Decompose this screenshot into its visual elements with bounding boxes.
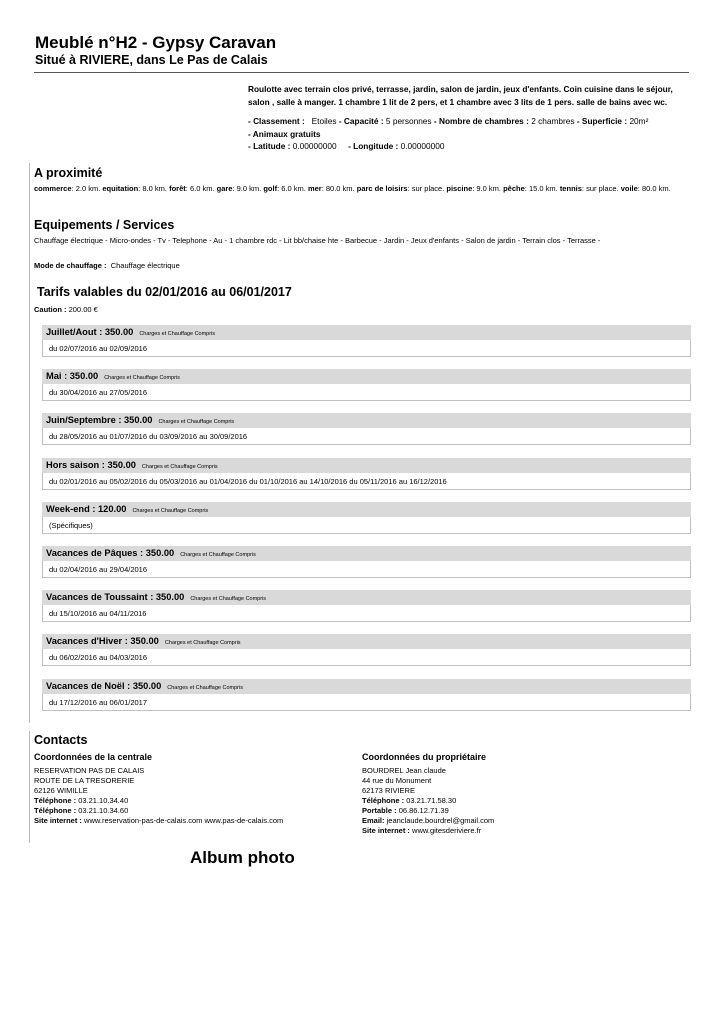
proprietaire-contact bbox=[362, 752, 494, 836]
rate-note: Charges et Chauffage Compris bbox=[158, 419, 235, 426]
capacite-value: 5 personnes bbox=[385, 116, 432, 126]
rate-header bbox=[42, 502, 691, 517]
proprietaire-email-line: Email: jeanclaude.bourdrel@gmail.com bbox=[362, 816, 495, 825]
rate-note: Charges et Chauffage Compris bbox=[139, 331, 216, 337]
superficie-label: - Superficie : bbox=[576, 116, 628, 126]
rate-note: Charges et Chauffage Compris bbox=[141, 463, 218, 470]
rate-header bbox=[42, 634, 691, 649]
caution-line bbox=[34, 305, 98, 315]
centrale-city: 62126 WIMILLE bbox=[34, 786, 88, 795]
rate-dates: (Spécifiques) bbox=[42, 517, 691, 534]
rate-block bbox=[42, 502, 691, 534]
rate-block bbox=[42, 325, 691, 357]
rate-title: Vacances d'Hiver : 350.00 bbox=[46, 636, 159, 647]
rate-block bbox=[42, 590, 691, 622]
proprietaire-portable[interactable]: 06.86.12.71.39 bbox=[398, 806, 449, 815]
latitude-label: - Latitude : bbox=[248, 141, 291, 151]
rate-header bbox=[42, 590, 691, 605]
proximite-item: mer: 80.0 km. bbox=[307, 184, 355, 193]
equipements-heading: Equipements / Services bbox=[34, 218, 175, 232]
chauffage-value: Chauffage électrique bbox=[110, 261, 180, 270]
rate-title: Vacances de Pâques : 350.00 bbox=[46, 548, 175, 558]
rate-title: Juin/Septembre : 350.00 bbox=[46, 415, 153, 426]
rate-note: Charges et Chauffage Compris bbox=[104, 375, 180, 382]
proximite-heading: A proximité bbox=[34, 166, 103, 180]
proprietaire-tel[interactable]: 03.21.71.58.30 bbox=[406, 796, 457, 805]
rate-block bbox=[42, 458, 691, 490]
proprietaire-site-link[interactable]: www.gitesderiviere.fr bbox=[412, 826, 482, 835]
proximite-item: commerce: 2.0 km. bbox=[34, 184, 101, 193]
chauffage-label: Mode de chauffage : bbox=[34, 261, 107, 270]
header-divider bbox=[34, 72, 689, 73]
chambres-label: - Nombre de chambres : bbox=[433, 116, 529, 126]
animaux-line: - Animaux gratuits bbox=[248, 128, 321, 139]
rate-block bbox=[42, 546, 691, 578]
centrale-site-line: Site internet : www.reservation-pas-de-calais.com www.pas-de-calais.com bbox=[34, 816, 284, 825]
proprietaire-name: BOURDREL Jean claude bbox=[362, 766, 446, 775]
rate-note: Charges et Chauffage Compris bbox=[180, 552, 256, 558]
rate-header bbox=[42, 546, 691, 561]
proprietaire-tel-line: Téléphone : 03.21.71.58.30 bbox=[362, 796, 457, 805]
centrale-address: ROUTE DE LA TRESORERIE bbox=[34, 776, 135, 785]
equipements-list: Chauffage électrique - Micro-ondes - Tv - Telephone - Au - 1 chambre rdc - Lit bb/chaise hte - Barbecue - Jardin - Jeux d'enfants - Salon de jardin - Terrain clos - Terrasse - bbox=[34, 236, 601, 245]
left-margin-rule bbox=[29, 163, 30, 723]
centrale-tel1-line: Téléphone : 03.21.10.34.40 bbox=[34, 796, 129, 805]
rate-note: Charges et Chauffage Compris bbox=[190, 596, 267, 603]
rate-header bbox=[42, 369, 691, 384]
rate-dates: du 28/05/2016 au 01/07/2016 du 03/09/2016 au 30/09/2016 bbox=[42, 428, 691, 445]
rate-dates: du 30/04/2016 au 27/05/2016 bbox=[42, 384, 691, 401]
rate-title: Vacances de Noël : 350.00 bbox=[46, 680, 162, 691]
rate-title: Vacances de Toussaint : 350.00 bbox=[46, 592, 185, 603]
rate-note: Charges et Chauffage Compris bbox=[132, 507, 209, 514]
caution-label: Caution : bbox=[34, 305, 67, 314]
page-title: Meublé n°H2 - Gypsy Caravan bbox=[35, 33, 277, 52]
proximite-item: gare: 9.0 km. bbox=[216, 184, 262, 193]
rate-block bbox=[42, 369, 691, 401]
longitude-label: - Longitude : bbox=[348, 141, 399, 151]
album-heading: Album photo bbox=[190, 848, 295, 867]
centrale-contact bbox=[34, 752, 283, 826]
page-subtitle: Situé à RIVIERE, dans Le Pas de Calais bbox=[35, 53, 268, 67]
rate-block bbox=[42, 634, 691, 666]
rate-dates: du 06/02/2016 au 04/03/2016 bbox=[42, 649, 691, 666]
contacts-heading: Contacts bbox=[34, 733, 88, 747]
proximite-item: piscine: 9.0 km. bbox=[446, 184, 501, 193]
rate-dates: du 02/04/2016 au 29/04/2016 bbox=[42, 561, 691, 578]
centrale-tel2[interactable]: 03.21.10.34.60 bbox=[78, 806, 129, 815]
proximite-item: parc de loisirs: sur place. bbox=[356, 184, 445, 193]
longitude-value: 0.00000000 bbox=[400, 141, 445, 151]
caution-value: 200.00 € bbox=[68, 305, 98, 314]
proximite-item: equitation: 8.0 km. bbox=[102, 184, 167, 193]
rate-title: Mai : 350.00 bbox=[46, 371, 99, 382]
proximite-item: pêche: 15.0 km. bbox=[503, 184, 558, 193]
rate-title: Juillet/Aout : 350.00 bbox=[46, 327, 134, 337]
rate-dates: du 02/07/2016 au 02/09/2016 bbox=[42, 340, 691, 357]
proprietaire-portable-line: Portable : 06.86.12.71.39 bbox=[362, 806, 449, 815]
rate-header bbox=[42, 679, 691, 694]
rate-dates: du 17/12/2016 au 06/01/2017 bbox=[42, 694, 691, 711]
proximite-item: tennis: sur place. bbox=[559, 184, 619, 193]
contacts-margin-rule bbox=[29, 731, 30, 843]
proprietaire-heading: Coordonnées du propriétaire bbox=[362, 752, 487, 762]
chambres-value: 2 chambres bbox=[531, 116, 575, 126]
rate-title: Hors saison : 350.00 bbox=[46, 459, 136, 470]
centrale-name: RESERVATION PAS DE CALAIS bbox=[34, 766, 145, 775]
capacite-label: - Capacité : bbox=[338, 116, 384, 126]
proprietaire-site-line: Site internet : www.gitesderiviere.fr bbox=[362, 826, 482, 835]
rate-title: Week-end : 120.00 bbox=[46, 503, 127, 514]
description-block bbox=[248, 83, 694, 153]
centrale-tel1[interactable]: 03.21.10.34.40 bbox=[78, 796, 129, 805]
centrale-heading: Coordonnées de la centrale bbox=[34, 752, 153, 762]
proprietaire-email-link[interactable]: jeanclaude.bourdrel@gmail.com bbox=[386, 816, 495, 825]
chauffage-line bbox=[34, 261, 180, 271]
proximite-item: voile: 80.0 km. bbox=[620, 184, 671, 193]
tarifs-heading: Tarifs valables du 02/01/2016 au 06/01/2017 bbox=[37, 285, 292, 299]
classement-label: - Classement : bbox=[248, 116, 305, 126]
rate-note: Charges et Chauffage Compris bbox=[164, 640, 241, 647]
coordinates-line bbox=[248, 140, 694, 153]
proprietaire-address: 44 rue du Monument bbox=[362, 776, 432, 785]
centrale-site-link[interactable]: www.reservation-pas-de-calais.com www.pas-de-calais.com bbox=[84, 816, 284, 825]
superficie-value: 20m² bbox=[629, 116, 649, 126]
rate-header bbox=[42, 325, 691, 340]
rate-dates: du 02/01/2016 au 05/02/2016 du 05/03/2016 au 01/04/2016 du 01/10/2016 au 14/10/2016 du 05/11/2016 au 16/12/2016 bbox=[42, 473, 691, 490]
proximite-item: forêt: 6.0 km. bbox=[169, 184, 215, 193]
centrale-tel2-line: Téléphone : 03.21.10.34.60 bbox=[34, 806, 129, 815]
description-specs bbox=[248, 115, 694, 128]
latitude-value: 0.00000000 bbox=[292, 141, 337, 151]
description-intro: Roulotte avec terrain clos privé, terrasse, jardin, salon de jardin, jeux d'enfants. Coin cuisine dans le séjour, salon , salle à manger. 1 chambre 1 lit de 2 pers, et 1 chambre avec 3 lits de 1 pers. salle de bains avec wc. bbox=[248, 84, 673, 107]
rate-header bbox=[42, 458, 691, 473]
rate-block bbox=[42, 413, 691, 445]
rate-dates: du 15/10/2016 au 04/11/2016 bbox=[42, 605, 691, 622]
proximite-list bbox=[34, 184, 694, 194]
proprietaire-city: 62173 RIVIERE bbox=[362, 786, 415, 795]
rate-note: Charges et Chauffage Compris bbox=[167, 684, 243, 691]
proximite-item: golf: 6.0 km. bbox=[263, 184, 306, 193]
rate-header bbox=[42, 413, 691, 428]
rate-block bbox=[42, 679, 691, 711]
classement-value: Etoiles bbox=[311, 116, 337, 126]
